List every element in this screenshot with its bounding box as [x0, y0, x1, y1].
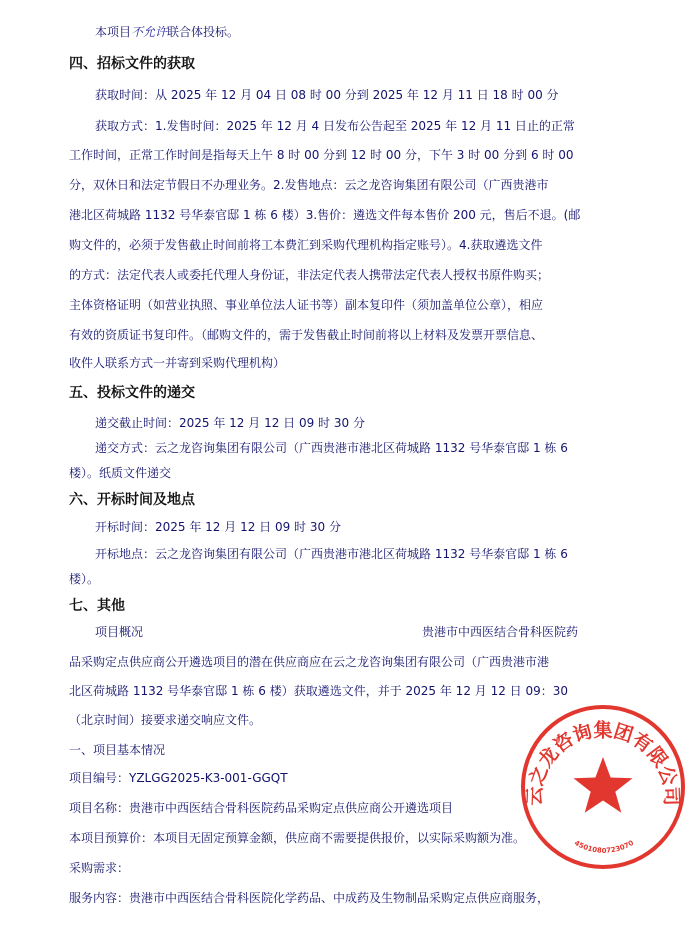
procurement-needs-label: 采购需求：: [69, 861, 130, 875]
project-overview-label: 项目概况: [95, 625, 144, 639]
project-overview-right: 贵港市中西医结合骨科医院药: [422, 625, 579, 639]
note-no-consortium: 本项目不允许联合体投标。: [95, 25, 240, 39]
paragraph-line: 的方式：法定代表人或委托代理人身份证，非法定代表人携带法定代表人授权书原件购买；: [69, 268, 550, 282]
service-content: 服务内容：贵港市中西医结合骨科医院化学药品、中成药及生物制品采购定点供应商服务，: [69, 891, 550, 905]
paragraph-line: 港北区荷城路 1132 号华泰官邸 1 栋 6 楼）3.售价：遴选文件每本售价 200 元，售后不退。(邮: [69, 208, 581, 222]
paragraph-line: 购文件的，必须于发售截止时间前将工本费汇到采购代理机构指定账号）。4.获取遴选文件: [69, 238, 543, 252]
paragraph-line: 递交截止时间：2025 年 12 月 12 日 09 时 30 分: [95, 416, 365, 430]
project-number: 项目编号：YZLGG2025-K3-001-GGQT: [69, 771, 288, 785]
paragraph-line: （北京时间）接要求递交响应文件。: [69, 713, 262, 727]
paragraph-line: 北区荷城路 1132 号华泰官邸 1 栋 6 楼）获取遴选文件，并于 2025 年 12 月 12 日 09：30: [69, 684, 569, 698]
paragraph-line: 开标地点：云之龙咨询集团有限公司（广西贵港市港北区荷城路 1132 号华泰官邸 1 栋 6: [95, 547, 568, 561]
seal-star-icon: [574, 757, 633, 813]
project-budget: 本项目预算价：本项目无固定预算金额，供应商不需要提供报价，以实际采购额为准。: [69, 831, 526, 845]
section-heading-4: 四、招标文件的获取: [69, 56, 195, 72]
paragraph-line: 递交方式：云之龙咨询集团有限公司（广西贵港市港北区荷城路 1132 号华泰官邸 1 栋 6: [95, 441, 568, 455]
section-heading-7: 七、其他: [69, 598, 125, 614]
paragraph-line: 品采购定点供应商公开遴选项目的潜在供应商应在云之龙咨询集团有限公司（广西贵港市港: [69, 655, 550, 669]
seal-text: 云之龙咨询集团有限公司: [523, 719, 683, 807]
section-heading-6: 六、开标时间及地点: [69, 492, 195, 508]
paragraph-line: 楼）。: [69, 572, 100, 586]
project-name: 项目名称：贵港市中西医结合骨科医院药品采购定点供应商公开遴选项目: [69, 801, 454, 815]
paragraph-line: 开标时间：2025 年 12 月 12 日 09 时 30 分: [95, 520, 341, 534]
company-seal: [518, 702, 688, 872]
seal-code: 4501080723070: [572, 838, 636, 855]
paragraph-line: 工作时间，正常工作时间是指每天上午 8 时 00 分到 12 时 00 分，下午 3 时 00 分到 6 时 00: [69, 148, 574, 162]
subheading-project-info: 一、项目基本情况: [69, 743, 166, 757]
paragraph-line: 收件人联系方式一并寄到采购代理机构）: [69, 356, 286, 370]
paragraph-line: 分，双休日和法定节假日不办理业务。2.发售地点：云之龙咨询集团有限公司（广西贵港市: [69, 178, 549, 192]
paragraph-line: 获取时间：从 2025 年 12 月 04 日 08 时 00 分到 2025 年 12 月 11 日 18 时 00 分: [95, 88, 559, 102]
paragraph-line: 主体资格证明（如营业执照、事业单位法人证书等）副本复印件（须加盖单位公章），相应: [69, 298, 544, 312]
paragraph-line: 楼）。纸质文件递交: [69, 466, 172, 480]
section-heading-5: 五、投标文件的递交: [69, 385, 195, 401]
paragraph-line: 获取方式：1.发售时间：2025 年 12 月 4 日发布公告起至 2025 年 12 月 11 日止的正常: [95, 119, 575, 133]
paragraph-line: 有效的资质证书复印件。（邮购文件的，需于发售截止时间前将以上材料及发票开票信息、: [69, 328, 544, 342]
